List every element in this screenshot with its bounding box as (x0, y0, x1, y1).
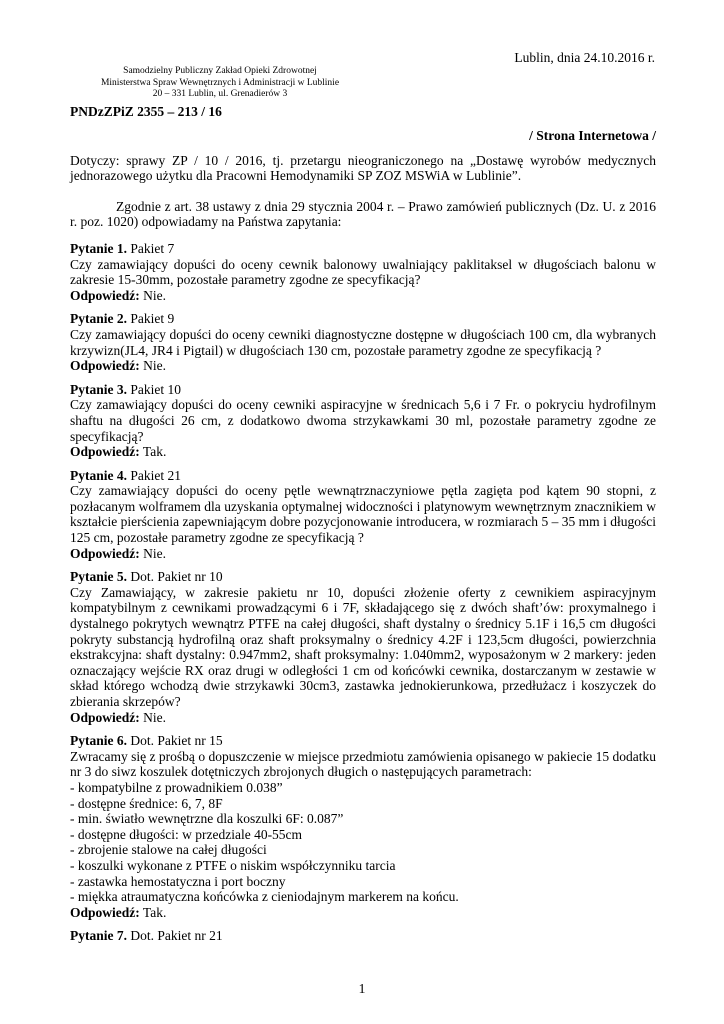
question-heading: Pytanie 6. Dot. Pakiet nr 15 (70, 733, 223, 749)
subject-paragraph: Dotyczy: sprawy ZP / 10 / 2016, tj. przetargu nieograniczonego na „Dostawę wyrobów medycznych jednorazowego użytku dla Pracowni Hemodynamiki SP ZOZ MSWiA w Lublinie”. (70, 152, 656, 184)
question-7 (70, 928, 656, 944)
question-heading: Pytanie 3. Pakiet 10 (70, 381, 181, 397)
answer: Odpowiedź: Nie. (70, 709, 167, 725)
question-text: Czy zamawiający dopuści do oceny cewniki diagnostyczne dostępne w długościach 100 cm, dla wybranych krzywizn(JL4, JR4 i Pigtail) w długościach 130 cm, pozostałe parametry zgodne ze specyfikacją ? (70, 326, 656, 358)
question-heading: Pytanie 7. Dot. Pakiet nr 21 (70, 928, 223, 944)
parameter-list (70, 780, 656, 905)
question-heading: Pytanie 5. Dot. Pakiet nr 10 (70, 569, 223, 585)
answer: Odpowiedź: Nie. (70, 545, 167, 561)
list-item: - dostępne średnice: 6, 7, 8F (70, 795, 223, 811)
question-text: Czy zamawiający dopuści do oceny cewniki aspiracyjne w średnicach 5,6 i 7 Fr. o pokryciu hydrofilnym shaftu na długości 26 cm, z dodatkowo dwoma strzykawkami 30 ml, pozostałe parametry zgodne ze specyfikacją? (70, 397, 656, 444)
institution-ministry: Ministerstwa Spraw Wewnętrznych i Administracji w Lublinie (100, 77, 340, 88)
question-text: Czy Zamawiający, w zakresie pakietu nr 10, dopuści złożenie oferty z cewnikiem aspiracyjnym kompatybilnym z cewnikami prowadzącymi 6 i 7F, składającego się z dwóch shaft’ów: proxymalnego i dystalnego pokrytych wewnątrz PTFE na całej długości, shaft dystalny o średnicy 5.1F i 16,5 cm długości pokryty substancją hydrofilną oraz shaft proksymalny o średnicy 4.2F i 123,5cm długości, powierzchnia ekstrakcyjna: shaft dystalny: 0.947mm2, shaft proksymalny: 1.040mm2, wyposażonym w 2 markery: jeden oznaczający wejście RX oraz drugi w odległości 1 cm od końcówki cewnika, dostarczanym w zestawie w skład którego wchodzą dwie strzykawki 30cm3, zastawka jednokierunkowa, przedłużacz i koszyczek do zbierania skrzepów? (70, 584, 656, 709)
question-heading: Pytanie 1. Pakiet 7 (70, 240, 175, 256)
institution-street: 20 – 331 Lublin, ul. Grenadierów 3 (152, 89, 288, 99)
list-item: - kompatybilne z prowadnikiem 0.038” (70, 779, 283, 795)
question-text: Czy zamawiający dopuści do oceny cewnik balonowy uwalniający paklitaksel w długościach balonu w zakresie 15-30mm, pozostałe parametry zgodne ze specyfikacją? (70, 256, 656, 288)
question-6 (70, 733, 656, 920)
place-date: Lublin, dnia 24.10.2016 r. (514, 50, 655, 65)
question-text: Zwracamy się z prośbą o dopuszczenie w miejsce przedmiotu zamówienia opisanego w pakiecie 15 dodatku nr 3 do siwz koszulek dotętniczych zbrojonych długich o następujących parametrach: (70, 748, 656, 780)
question-heading: Pytanie 2. Pakiet 9 (70, 311, 175, 327)
question-5 (70, 569, 656, 725)
recipient: / Strona Internetowa / (529, 128, 656, 143)
question-text: Czy zamawiający dopuści do oceny pętle wewnątrznaczyniowe pętla zagięta pod kątem 90 stopni, z pozłacanym wolframem dla uzyskania optymalnej widoczności i platynowym wewnętrznym znacznikiem w kształcie pierścienia zapewniającym dobre pozycjonowanie introducera, w rozmiarach 5 – 35 mm i długości 125 cm, pozostałe parametry zgodne ze specyfikacją ? (70, 483, 656, 546)
question-2 (70, 311, 656, 373)
institution-name: Samodzielny Publiczny Zakład Opieki Zdrowotnej (123, 66, 317, 76)
list-item: - zbrojenie stalowe na całej długości (70, 842, 267, 858)
answer: Odpowiedź: Nie. (70, 358, 167, 374)
letter-body (70, 128, 656, 952)
intro-paragraph: Zgodnie z art. 38 ustawy z dnia 29 stycznia 2004 r. – Prawo zamówień publicznych (Dz. U. z 2016 r. poz. 1020) odpowiadamy na Państwa zapytania: (70, 198, 656, 230)
list-item: - min. światło wewnętrzne dla koszulki 6F: 0.087” (70, 811, 344, 827)
list-item: - zastawka hemostatyczna i port boczny (70, 873, 286, 889)
list-item: - miękka atraumatyczna końcówka z cieniodajnym markerem na końcu. (70, 889, 459, 905)
question-4 (70, 468, 656, 562)
question-heading: Pytanie 4. Pakiet 21 (70, 467, 181, 483)
list-item: - dostępne długości: w przedziale 40-55cm (70, 826, 303, 842)
page-number: 1 (358, 982, 366, 997)
institution-address (70, 66, 370, 101)
answer: Odpowiedź: Tak. (70, 444, 167, 460)
list-item: - koszulki wykonane z PTFE o niskim współczynniku tarcia (70, 857, 396, 873)
question-3 (70, 382, 656, 460)
answer: Odpowiedź: Tak. (70, 904, 167, 920)
question-1 (70, 241, 656, 303)
reference-number: PNDzZPiZ 2355 – 213 / 16 (70, 104, 222, 119)
answer: Odpowiedź: Nie. (70, 287, 167, 303)
